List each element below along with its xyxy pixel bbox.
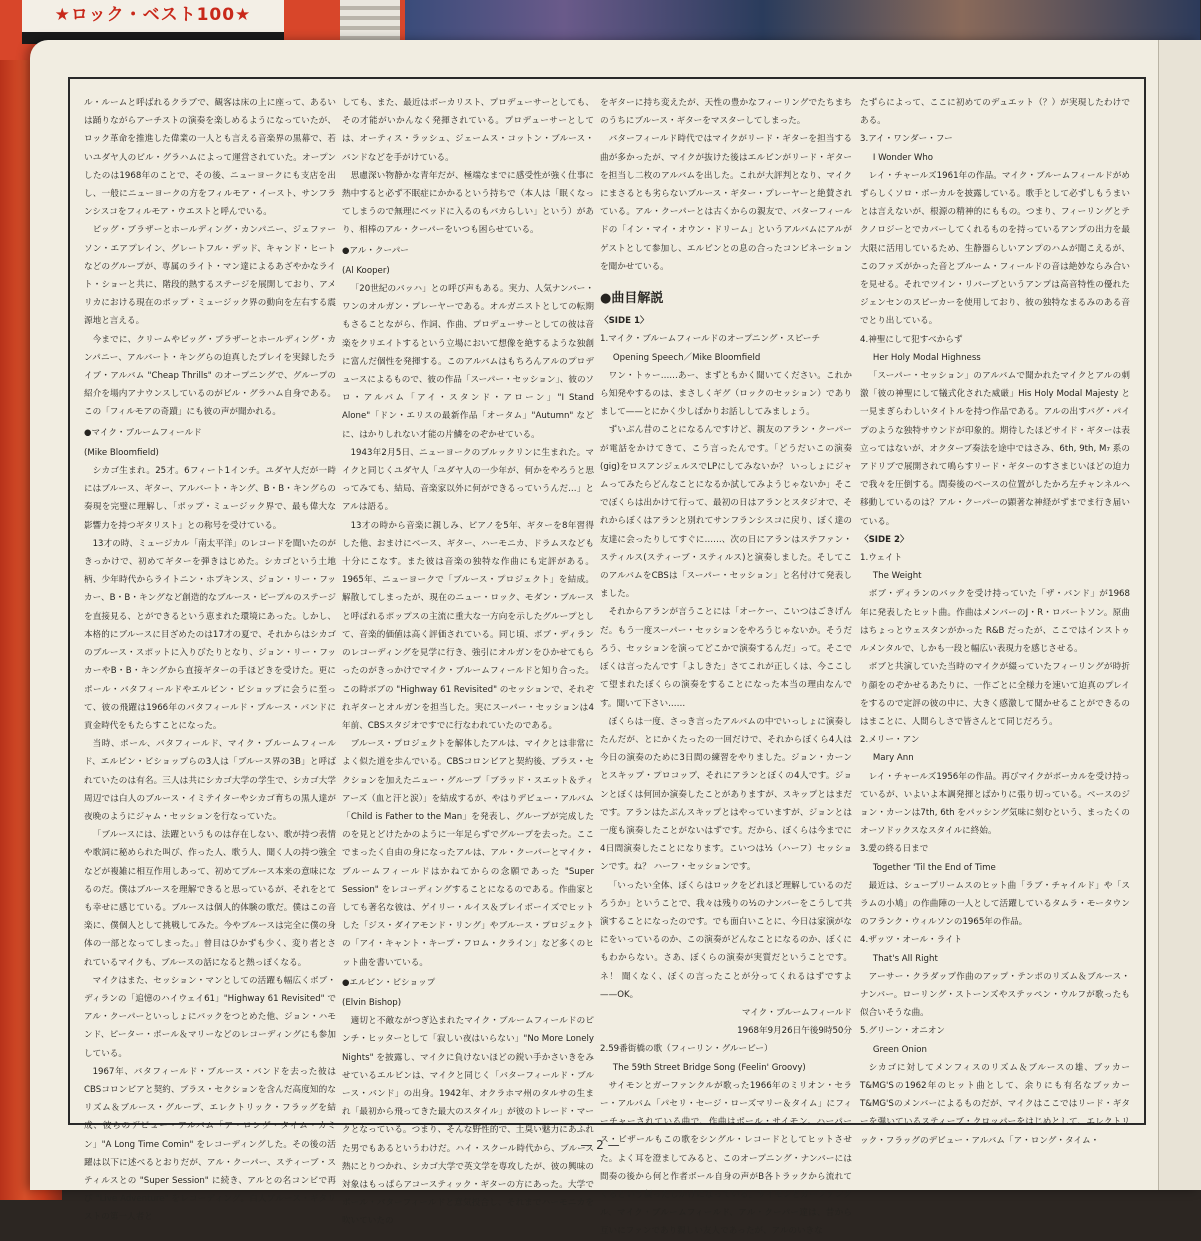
text-column-1 bbox=[84, 92, 336, 1223]
paragraph: 1943年2月5日、ニューヨークのブルックリンに生まれた。マイクと同じくユダヤ人「ユダヤ人の一少年が、何かをやろうと思ってみても、結局、音楽家以外に何ができるっていうんだ…」とアルは語る。 bbox=[342, 447, 594, 513]
track-english-title: I Wonder Who bbox=[872, 152, 934, 163]
paragraph: ずいぶん昔のことになるんですけど、親友のアラン・クーパーが電話をかけてきて、こう言ったんです。「どうだいこの演奏(gig)をロスアンジェルスでLPにしてみないか？ いっしょにジャムってみたらどんなことになるか試してみようじゃないか」そこでぼくらは出かけて行って、最初の日はアランとスタジオで、それからぼくはアランと別れてサンフランシスコに戻り、ぼく達の友達に会ったりしてすぐに……、次の日にアランはステファン・スティルス(スティーブ・スティルス)と演奏しました。そしてこのアルバムをCBSは「スーパー・セッション」と名付けて発表しました。 bbox=[600, 425, 852, 600]
cover-stripes bbox=[340, 0, 400, 44]
series-badge bbox=[22, 0, 284, 44]
paragraph: ビッグ・ブラザーとホールディング・カンパニー、ジェファーソン・エアプレイン、グレートフル・デッド、キャンド・ヒートなどのグループが、専属のライト・マン達によるあざやかなライト・ショーと共に、階段的熱するステージを展開しており、アメリカにおける現在のポップ・ミュージック界の動向を左右する震源地と言える。 bbox=[84, 225, 336, 327]
paragraph: ブルース・プロジェクトを解体したアルは、マイクとは非常によく似た道を歩んでいる。CBSコロンビアと契約後、ブラス・セクションを加えたニュー・グループ「ブラッド・スエット＆ティアーズ（血と汗と涙）」を結成するが、やはりデビュー・アルバム「Child is Father to the Man」を発表し、グループが完成したのを見とどけたかのように一年足らずでグループを去った。ここでまったく自由の身になったアルは、アル・クーパーとマイク・ブルームフィールドはかねてからの念願であった "Super Session" をレコーディングすることになるのである。作曲家としても著名な彼は、ゲイリー・ルイス＆プレイボーイズでヒットした「ジス・ダイアモンド・リング」やブルース・プロジェクトの「アイ・キャント・キープ・フロム・クライン」など多くのヒット曲を書いている。 bbox=[342, 739, 594, 968]
paragraph: 13才の時、ミュージカル「南太平洋」のレコードを聞いたのがきっかけで、初めてギターを弾きはじめた。シカゴという土地柄、少年時代からライトニン・ホプキンス、ジョン・リー・フッカー、B・B・キングなど創造的なブルース・ピープルのステージを直接見る、とができるという恵まれた環境にあった。しかし、本格的にブルースに目ざめたのは17才の夏で、それからはシカゴのブルース・スポットに入りびたりとなり、ジョン・リー・フッカーやB・B・キングから直接ギターの手ほどきを受けた。更にポール・バタフィールドやエルビン・ビショップに会うに至って、彼の飛躍は1966年のバタフィールド・ブルース・バンドに貢金時代をもたらすことになった。 bbox=[84, 538, 336, 731]
track-english-title: Together 'Til the End of Time bbox=[872, 862, 996, 873]
paragraph: 「20世紀のバッハ」との呼び声もある。実力、人気ナンバー・ワンのオルガン・プレーヤーである。オルガニストとしての転期もさることながら、作詞、作曲、プロデューサーとしての彼は音楽をクリエイトするという立場において想像を絶するような独創に富んだ個性を発揮する。このアルバムはもちろんアルのプロデュースによるもので、彼の作品「スーパー・セッション」、彼のソロ・アルバム「アイ・スタンド・アローン」"I Stand Alone"「ドン・エリスの最新作品「オータム」"Autumn" などに、はかりしれない才能の片鱗をのぞかせている。 bbox=[342, 284, 594, 440]
paragraph: 今までに、クリームやビッグ・ブラザーとホールディング・カンパニー、アルバート・キングらの迫真したプレイを実録したライブ・アルバム "Cheap Thrills" のオープニングで、グループの紹介を場内アナウンスしているのがビル・グラハム自身である。この「フィルモアの奇蹟」にも彼の声が聞かれる。 bbox=[84, 334, 336, 418]
track-title: 1.ウェイト bbox=[860, 553, 903, 564]
paragraph: ●アル・クーパー bbox=[342, 245, 409, 256]
paragraph: ボブと共演していた当時のマイクが綴っていたフィーリングが時折り顔をのぞかせるあたりに、一作ごとに全様力を速いて迫真のプレイをするので定評の彼の中に、大きく感激して聞かせることができるのはまことに、人間らしさで皆さんとて同じだろう。 bbox=[860, 662, 1130, 727]
paragraph: シカゴ生まれ。25才。6フィート1インチ。ユダヤ人だが一時にはブルース、ギター、アルバート・キング、B・B・キングらの奏現を完璧に理解し、「ポップ・ミュージック界で、最も偉大な影響力を持つギタリスト」との称号を受けている。 bbox=[84, 466, 336, 531]
side-label: 〈SIDE 2〉 bbox=[860, 534, 909, 545]
paragraph: 1968年9月26日午後9時50分 bbox=[737, 1026, 852, 1037]
track-title: 5.グリーン・オニオン bbox=[860, 1026, 946, 1037]
track-english-title: Her Holy Modal Highness bbox=[872, 352, 981, 363]
paragraph: レイ・チャールズ1961年の作品。マイク・ブルームフィールドがめずらしくソロ・ボーカルを披露している。歌手として必ずしもうまいとは言えないが、根源の精神的にももの。つまり、フィーリングとテクノロジーとでカバーしてくれるものを持っているアンプの出力を最大限に活用しているため、生静器らしいアンプのハムが聞こえるが、このファズがかった音とブルーム・フィールドの音は絶妙ならみ合いを見せる。それでツイン・リバーブというアンプは高音特性の優れたジェンセンのスピーカーを使用しており、彼の独特なまるみのある音でとり出している。 bbox=[860, 170, 1130, 327]
paragraph: ワン・トゥー……あー、まずともかく聞いてください。これから知発やするのは、まさしくギグ（ロックのセッション）でありまして——とにかく少しばかりお話ししてみましょう。 bbox=[600, 370, 852, 418]
paragraph: しても、また、最近はボーカリスト、プロデューサーとしても、その才能がいかんなく発揮されている。プロデューサーとしては、オーティス・ラッシュ、ジェームス・コットン・ブルース・バンドなどを手がけている。 bbox=[342, 98, 594, 163]
paragraph: 当時、ポール、バタフィールド、マイク・ブルームフィールド、エルビン・ビショップらの3人は「ブルース界の3B」と呼ばれていたのは有名。三人は共にシカゴ大学の学生で、シカゴ大学周辺では白人のブルース・イミテイターやシカゴ育ちの黒人達が夜晩のようにジャム・セッションを行なっていた。 bbox=[84, 739, 336, 822]
text-column-3 bbox=[600, 92, 852, 1237]
track-english-title: Opening Speech／Mike Bloomfield bbox=[612, 352, 761, 363]
paragraph: (Mike Bloomfield) bbox=[84, 447, 159, 458]
track-english-title: The 59th Street Bridge Song (Feelin' Groovy) bbox=[612, 1062, 806, 1073]
paragraph: (Elvin Bishop) bbox=[342, 997, 402, 1008]
track-title: 2.メリー・アン bbox=[860, 735, 920, 746]
track-title: 4.ザッツ・オール・ライト bbox=[860, 935, 963, 946]
next-page-edge bbox=[1158, 40, 1201, 1190]
paragraph: 「スーパー・セッション」のアルバムで聞かれたマイクとアルの刺激「彼の神聖にして犠式化された威厳」His Holy Modal Majesty と一見まぎらわしいタイトルを持つ作品である。アルの出すバグ・パイプのような独特サウンドが印象的。期待したほどサイド・ギターは表立ってはないが、オクターブ奏法を途中ではさみ、6th, 9th, M₇ 系のアドリブで展開されて鳴らすリード・ギターのすさまじいほどの迫力で我々を圧倒する。間奏後のベースの位置がしたかろ左チャンネルへ移動しているのは？アル・クーパーの顕著な神経がずまでま行き届いている。 bbox=[860, 371, 1130, 527]
track-english-title: Green Onion bbox=[872, 1044, 927, 1055]
text-column-4 bbox=[860, 92, 1130, 1146]
paragraph: マイクはまた、セッション・マンとしての活躍も幅広くボブ・ディランの「追憶のハイウェイ61」"Highway 61 Revisited" でアル・クーパーといっしょにバックをつとめた他、ジョン・ハモンド、ピーター・ポール＆マリーなどのレコーディングにも参加している。 bbox=[84, 975, 336, 1059]
paragraph: 1967年、バタフィールド・ブルース・バンドを去った彼はCBSコロンビアと契約、ブラス・セクションを含んだ高度知的なリズム＆ブルース・グループ、エレクトリック・フラッグを結成、彼らのデビュー・アルバム「ア・ロング・タイム・カミン」"A Long Time Comin" をレコーディングした。その後の活躍は以下に述べるとおりだが、アル・クーパー、スティーブ・スティルスとの "Super Session" に続き、アルとの名コンビで再び "Live Adventure" をレコーディング。白人ブルース・ギタリストの第一人者と bbox=[84, 1066, 336, 1223]
track-title: 2.59番街橋の歌（フィーリン・グルービー） bbox=[600, 1044, 773, 1055]
side-label: 〈SIDE 1〉 bbox=[600, 316, 649, 327]
paragraph: アーサー・クラダップ作曲のアップ・テンポのリズム＆ブルース・ナンバー。ローリング・ストーンズやステッペン・ウルフが歌ったも似合いそうな曲。 bbox=[860, 971, 1130, 1019]
paragraph: マイク・ブルームフィールド bbox=[741, 1007, 852, 1018]
paragraph: 適切と不敵ながつぎ込まれたマイク・ブルームフィールドのピンチ・ヒッターとして「寂しい夜はいらない」"No More Lonely Nights" を披露し、マイクに負けないほどの鋭い手かさいきをみせているエルビンは、マイクと同じく「バターフィールド・ブルース・バンド」の出身。1942年、オクラホマ州のタルサの生まれ「最初から飛ってきた最大のスタイル」が彼のトレード・マークとなっている。つまり、そんな野性的で、土臭い魅力にあふれた男でもあるというわけだ。ハイ・スクール時代から、ブルース熱にとりつかれ、シカゴ大学で英文学を専攻したが、彼の興味の対象はもっぱらアコースティック・ギターの方にあった。大学でポール・バターフィールドと意気投合し、それまでハーモニカを吹いていたの bbox=[342, 1016, 594, 1227]
paragraph: たずらによって、ここに初めてのデュエット（？）が実現したわけである。 bbox=[860, 98, 1130, 127]
paragraph: 「ブルースには、法躍というものは存在しない、歌が持つ表情や歌詞に秘められた叫び、作った人、歌う人、聞く人の持つ強全などが複雑に相互作用しあって、初めてブルース本来の意味になるのだ。僕はブルースを理解できると思っているが、それをとても幸せに感じている。ブルースは個人的体験の歌だ。僕はこの音楽に、僕個人として挑戦してみた。今やブルースは完全に僕の身体の一部となってしまった。」曾目はひかずも少く、変り者とされているマイクも、ブルースの話になると熱っぽくなる。 bbox=[84, 830, 336, 968]
paragraph: (Al Kooper) bbox=[342, 265, 390, 276]
section-heading: ●曲目解説 bbox=[600, 291, 664, 307]
track-english-title: The Weight bbox=[872, 571, 922, 582]
track-title: 4.神聖にして犯すべからず bbox=[860, 334, 963, 345]
track-title: 3.愛の終る日まで bbox=[860, 844, 929, 855]
series-badge-text: ★ロック・ベスト100★ bbox=[54, 5, 252, 25]
paragraph: 思慮深い物静かな青年だが、極端なまでに感受性が強く仕事に熱中すると必ず不眠症にかかるという持ちで（本人は「眠くなってしまうので無理にベッドに入るのもバカらしい」という）があり、相棒のアル・クーパーをいつも困らせている。 bbox=[342, 170, 594, 236]
paragraph: レイ・チャールズ1956年の作品。再びマイクがボーカルを受け持っているが、いよいよ本調発揮とばかりに張り切っている。ベースのジョン・カーンは7th, 6th をパッシング気味に刻むという、まったくのオーソドックスなスタイルに終始。 bbox=[860, 771, 1130, 837]
paragraph: ボブ・ディランのバックを受け持っていた「ザ・バンド」が1968年に発表したヒット曲。作曲はメンバーのJ・R・ロバートソン。原曲はちょっとウェスタンがかった R&B だったが、ここではインストゥルメンタルで、しかも一段と幅広い表現力を感じさせる。 bbox=[860, 589, 1130, 655]
paragraph: ぼくらは一度、さっき言ったアルバムの中でいっしょに演奏したんだが、とにかくたったの一回だけで、それからぼくら4人は今日の演奏のために3日間の練習をやりました。ジョン・カーンとスキップ・プロコップ、それにアランとぼくの4人です。ジョンとぼくは何回か演奏したことがありますが、スキップとはまだです。アランはたぶんスキップとはやっていますが、ジョンとは一度も演奏したことがないはずです。だから、ぼくらは今までに4日間演奏したことになります。こいつは½（ハーフ）セッションです。ね？ ハーフ・セッションです。 bbox=[600, 716, 852, 873]
page-number: — 2 — bbox=[580, 1138, 620, 1152]
track-english-title: That's All Right bbox=[872, 953, 938, 964]
paragraph: をギターに持ち変えたが、天性の豊かなフィーリングでたちまちのうちにブルース・ギターをマスターしてしまった。 bbox=[600, 98, 852, 127]
text-column-2 bbox=[342, 92, 594, 1227]
track-title: 3.アイ・ワンダー・フー bbox=[860, 134, 953, 145]
paragraph: ●マイク・ブルームフィールド bbox=[84, 427, 202, 438]
track-english-title: Mary Ann bbox=[872, 753, 914, 764]
track-title: 1.マイク・ブルームフィールドのオープニング・スピーチ bbox=[600, 334, 821, 345]
paragraph: シカゴに対してメンフィスのリズム＆ブルースの雄、ブッカーT&MG'Sの1962年のヒット曲として、余りにも有名なブッカーT&MG'Sのメンバーによるものだが、マイクはここではリード・ギターを弾いているスティーブ・クロッパーをはじめとして、エレクトリック・フラッグのデビュー・アルバム「ア・ロング・タイム・ bbox=[860, 1062, 1130, 1146]
paragraph: ●エルビン・ビショップ bbox=[342, 977, 436, 988]
paragraph: 13才の時から音楽に親しみ、ピアノを5年、ギターを8年習得した他、おまけにベース、ギター、ハーモニカ、ドラムスなども十分にこなす。また彼は音楽の独特な作曲にも定評がある。1965年、ニューヨークで「ブルース・プロジェクト」を結成。解散してしまったが、現在のニュー・ロック、モダン・ブルースと呼ばれるポップスの主流に重大な一方向を示したグループとして、音楽的価値は高く評価されている。同じ頃、ボブ・ディランのレコーディングを見学に行き、強引にオルガンをひかせてもらったのがきっかけでマイク・ブルームフィールドと知り合った。この時ボブの "Highway 61 Revisited" のセッションで、それぞれギターとオルガンを担当した。実にスーパー・セッションは4年前、CBSスタジオですでに行なわれていたのである。 bbox=[342, 520, 594, 731]
paragraph: バターフィールド時代ではマイクがリード・ギターを担当する曲が多かったが、マイクが抜けた後はエルビンがリード・ギターを担当し二枚のアルバムを出した。これが大評判となり、マイクにまさるとも劣らないブルース・ギター・プレーヤーと絶賛されている。アル・クーパーとは古くからの親友で、バターフィールドの「イン・マイ・オウン・ドリーム」というアルバムにアルがゲストとして参加し、エルビンとの息の合ったコンビネーションを聞かせている。 bbox=[600, 134, 852, 272]
paragraph: 「いったい全体、ぼくらはロックをどれほど理解しているのだろうか」ということで、我々は残りの½のナンバーをこうして共演することになったのです。でも面白いことに、今日は家演がなにをいっているのか、この演奏がどんなことになるのか、ぼくにもわからない。さあ、ぼくらの演奏が実質だということです。ネ！ 聞くなく、ぼくの言ったことが分ってくれるはずですよ——OK。 bbox=[600, 880, 852, 1000]
paragraph: それからアランが言うことには「オーケー、こいつはごきげんだ。もう一度スーパー・セッションをやろうじゃないか。そうだろう、セッションを演ってどこかで演奏するんだ」って。そこでぼくは言ったんです「よしきた」さてこれが正しくは、今ここして望まれたぼくらの演奏をすることになった本当の理由なんです。聞いて下さい…… bbox=[600, 607, 852, 709]
paragraph: サイモンとガーファンクルが歌った1966年のミリオン・セラー・アルバム「パセリ・セージ・ローズマリー＆タイム」にフィーチャーされている曲で、作曲はボール・サイモン。ハーパース・ビザールもこの歌をシングル・レコードとしてヒットさせた。よく耳を澄ましてみると、このオープニング・ナンバーには間奏の後から何と作者ボール自身の声がB各トラックから流れてくるという凝ったしかけになっている。サイモンとガーファンクル、マイク・ブルームフィールド、アル・クーパー達は、昔から互いにファンであり親しい友人であったが、アルのいきな bbox=[600, 1080, 852, 1237]
paragraph: ル・ルームと呼ばれるクラブで、観客は床の上に座って、あるいは踊りながらアーチストの演奏を楽しめるようになっていたが、ロック革命を推進した偉業の一人とも言える音楽界の黒幕で、若いユダヤ人のビル・グラハムによって運営されていた。オープンしたのは1968年のことで、その後、ニューヨークにも支店を出し、一般にニューヨークの方をフィルモア・イースト、サンフランシスコをフィルモア・ウエストと呼んでいる。 bbox=[84, 98, 336, 218]
paragraph: 最近は、シュープリームスのヒット曲「ラブ・チャイルド」や「スラムの小鳩」の作曲陣の一人として活躍しているタムラ・モータウンのフランク・ウィルソンの1965年の作品。 bbox=[860, 880, 1130, 928]
